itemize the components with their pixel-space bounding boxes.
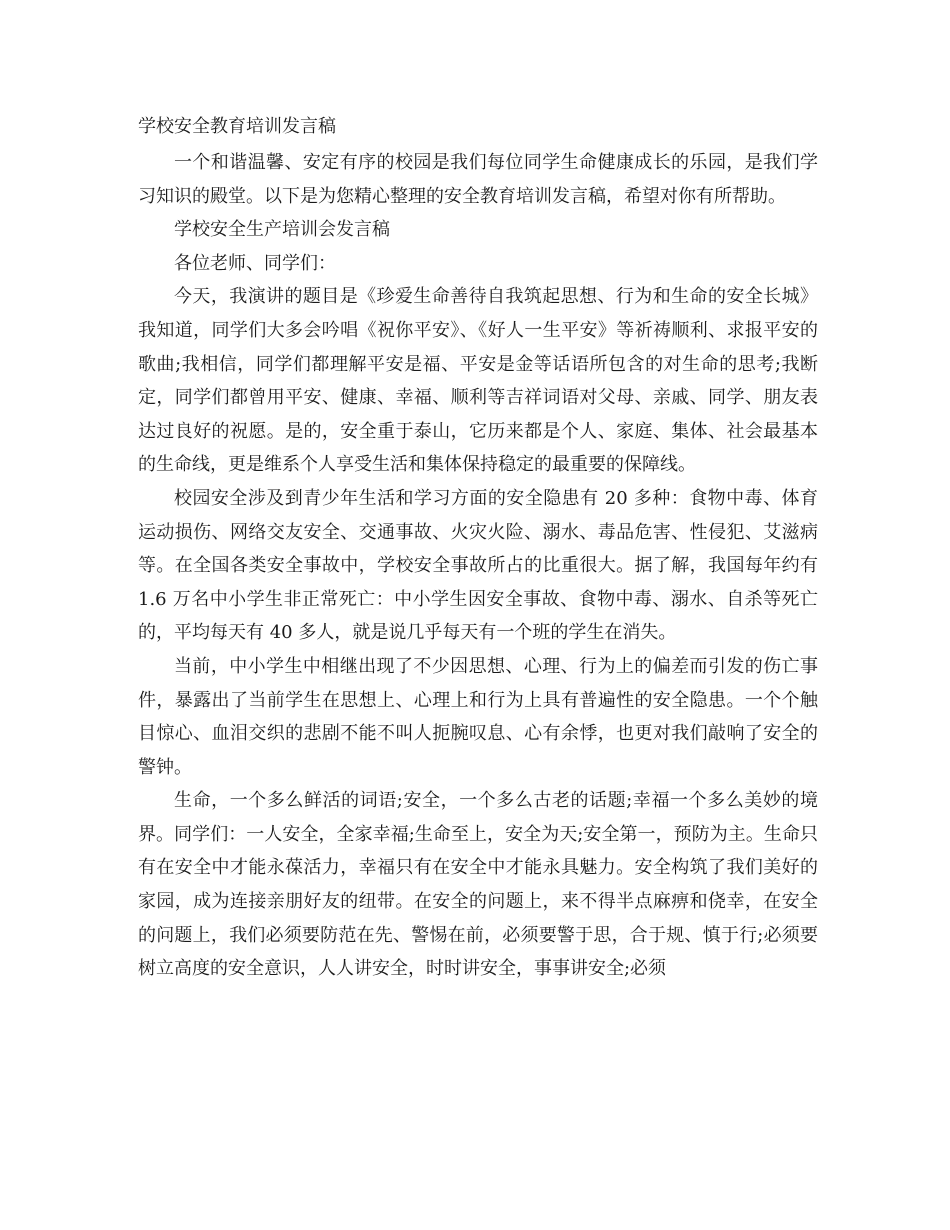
body-paragraph: 当前，中小学生中相继出现了不少因思想、心理、行为上的偏差而引发的伤亡事件，暴露出了当前学生在思想上、心理上和行为上具有普遍性的安全隐患。一个个触目惊心、血泪交织的悲剧不能不叫人扼腕叹息、心有余悸，也更对我们敲响了安全的警钟。 [138,655,818,778]
body-paragraph: 校园安全涉及到青少年生活和学习方面的安全隐患有 20 多种：食物中毒、体育运动损伤、网络交友安全、交通事故、火灾火险、溺水、毒品危害、性侵犯、艾滋病等。在全国各类安全事故中，学校安全事故所占的比重很大。据了解，我国每年约有 1.6 万名中小学生非正常死亡：中小学生因安全事故、食物中毒、溺水、自杀等死亡的，平均每天有 40 多人，就是说几乎每天有一个班的学生在消失。 [138,487,818,644]
body-paragraph: 今天，我演讲的题目是《珍爱生命善待自我筑起思想、行为和生命的安全长城》我知道，同学们大多会吟唱《祝你平安》、《好人一生平安》等祈祷顺利、求报平安的歌曲;我相信，同学们都理解平安是福、平安是金等话语所包含的对生命的思考;我断定，同学们都曾用平安、健康、幸福、顺利等吉祥词语对父母、亲戚、同学、朋友表达过良好的祝愿。是的，安全重于泰山，它历来都是个人、家庭、集体、社会最基本的生命线，更是维系个人享受生活和集体保持稳定的最重要的保障线。 [138,286,819,476]
document-page [138,112,818,986]
intro-paragraph: 一个和谐温馨、安定有序的校园是我们每位同学生命健康成长的乐园，是我们学习知识的殿堂。以下是为您精心整理的安全教育培训发言稿，希望对你有所帮助。 [138,152,818,207]
body-paragraph: 生命，一个多么鲜活的词语;安全，一个多么古老的话题;幸福一个多么美妙的境界。同学们：一人安全，全家幸福;生命至上，安全为天;安全第一，预防为主。生命只有在安全中才能永葆活力，幸福只有在安全中才能永具魅力。安全构筑了我们美好的家园，成为连接亲朋好友的纽带。在安全的问题上，来不得半点麻痹和侥幸，在安全的问题上，我们必须要防范在先、警惕在前，必须要警于思，合于规、慎于行;必须要树立高度的安全意识，人人讲安全，时时讲安全，事事讲安全;必须 [138,790,818,980]
document-title: 学校安全教育培训发言稿 [138,116,336,137]
salutation: 各位老师、同学们： [174,252,336,274]
speech-subheading: 学校安全生产培训会发言稿 [174,219,390,241]
